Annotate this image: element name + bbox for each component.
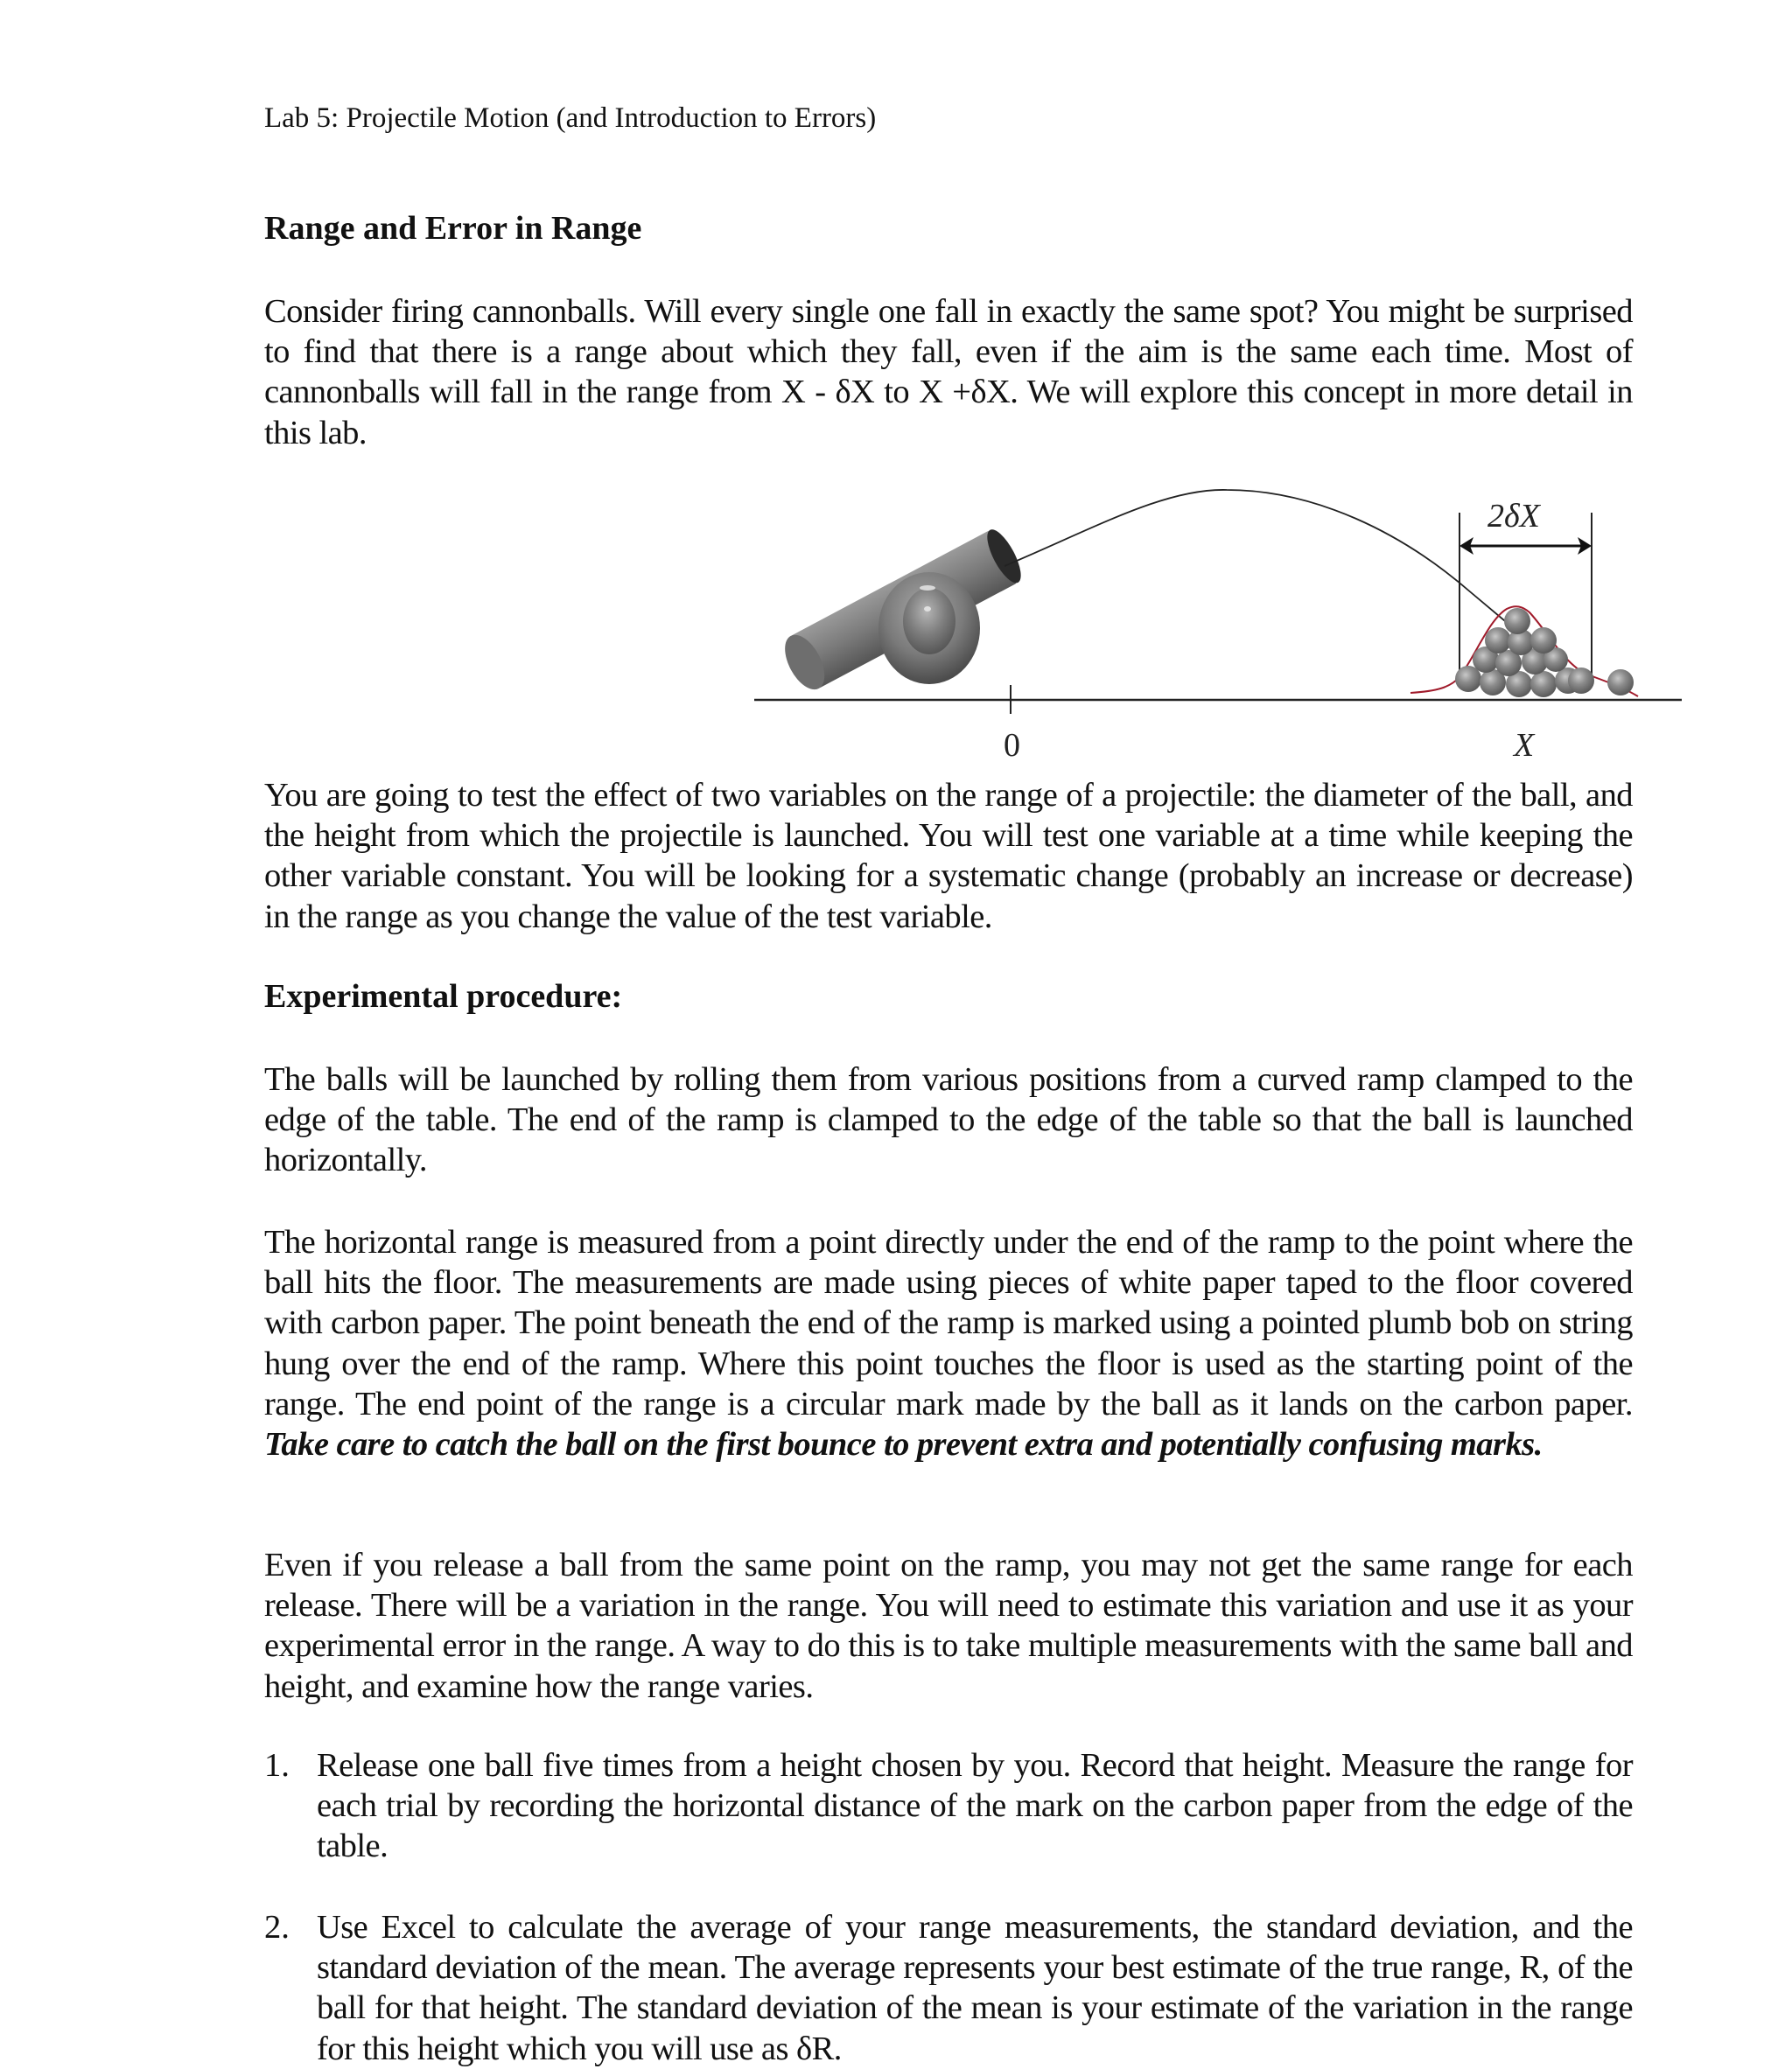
cannon-icon — [777, 525, 1027, 695]
step-text-part: , of the ball for that height. The — [317, 1949, 1633, 2027]
landing-label: X — [1514, 727, 1535, 764]
caution-emphasis: Take care to catch the ball on the first bounce to prevent extra and potentially confusing marks. — [264, 1426, 1543, 1464]
cannon-trajectory-figure — [483, 479, 1708, 777]
launch-paragraph: The balls will be launched by rolling them from various positions from a curved ramp clamped to the edge of the table. The end of the ramp is clamped to the edge of the table so that the ball is launched horizontally. — [264, 1061, 1633, 1179]
section-heading-procedure: Experimental procedure: — [264, 978, 623, 1015]
step-text-part: Use Excel to calculate the average of your range measurements, the standard deviation, and the standard deviation of the mean. The average represents your best estimate of the true range, — [317, 1909, 1633, 1987]
step-number: 1. — [264, 1747, 290, 1784]
origin-label: 0 — [1004, 727, 1020, 764]
variation-paragraph: Even if you release a ball from the same point on the ramp, you may not get the same range for each release. There will be a variation in the range. You will need to estimate this variation and use it as your experimental error in the range. A way to do this is to take multiple measurements with the same ball and height, and examine how the range varies. — [264, 1547, 1633, 1705]
measurement-paragraph — [264, 1222, 1633, 1464]
trajectory-path — [1004, 490, 1516, 630]
bold-term: standard deviation of the mean — [636, 1989, 1042, 2027]
step-text: Release one ball five times from a height chosen by you. Record that height. Measure the range for each trial by recording the horizontal distance of the mark on the carbon paper from the edge of the table. — [317, 1747, 1633, 1865]
step-text — [317, 1907, 1633, 2069]
section-heading-range: Range and Error in Range — [264, 210, 642, 247]
variables-paragraph: You are going to test the effect of two variables on the range of a projectile: the diameter of the ball, and the height from which the projectile is launched. You will test one variable at a time while keeping the other variable constant. You will be looking for a systematic change (probably an increase or decrease) in the range as you change the value of the test variable. — [264, 777, 1633, 935]
running-header: Lab 5: Projectile Motion (and Introduction to Errors) — [264, 102, 877, 134]
intro-paragraph: Consider firing cannonballs. Will every single one fall in exactly the same spot? You might be surprised to find that there is a range about which they fall, even if the aim is the same each time. Most of cannonballs will fall in the range from X - δX to X +δX. We will explore this concept in more detail in this lab. — [264, 293, 1633, 451]
step-text-part: is your estimate of the variation in the range for this height which you will use as δR. — [317, 1989, 1634, 2067]
spread-label: 2δX — [1488, 498, 1540, 535]
measurement-text: The horizontal range is measured from a point directly under the end of the ramp to the point where the ball hits the floor. The measurements are made using pieces of white paper taped to the floor covered with carbon paper. The point beneath the end of the ramp is marked using a pointed plumb bob on string hung over the end of the ramp. Where this point touches the floor is used as the starting point of the range. The end point of the range is a circular mark made by the ball as it lands on the carbon paper. — [264, 1224, 1633, 1422]
step-number: 2. — [264, 1909, 290, 1946]
range-variable: R — [1519, 1949, 1542, 1987]
cannonball-pile — [1455, 608, 1634, 697]
